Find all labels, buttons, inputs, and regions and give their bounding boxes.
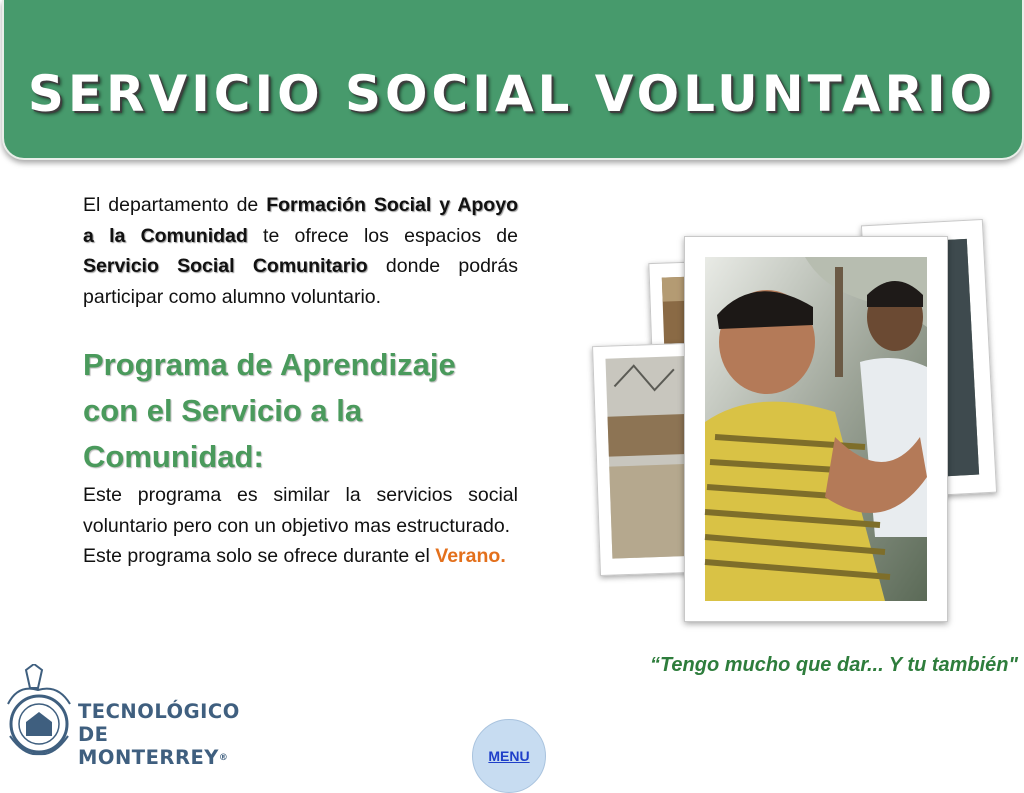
tec-seal-icon bbox=[4, 664, 78, 760]
quote-text: “Tengo mucho que dar... Y tu también" bbox=[649, 654, 1018, 676]
registered-mark: ® bbox=[218, 753, 229, 763]
text-column bbox=[83, 190, 518, 572]
menu-link[interactable]: MENU bbox=[488, 748, 530, 764]
program-heading: Programa de Aprendizaje con el Servicio a la Comunidad: bbox=[83, 347, 456, 474]
tec-logo bbox=[4, 664, 254, 769]
program-paragraph-2 bbox=[83, 541, 518, 572]
intro-text-1: El departamento de bbox=[83, 194, 267, 216]
intro-text-2: te ofrece los espacios de bbox=[247, 224, 518, 247]
program-paragraph-1: Este programa es similar la servicios social voluntario pero con un objetivo mas estructurado. bbox=[83, 484, 518, 537]
logo-line-2-text: DE MONTERREY bbox=[78, 723, 219, 769]
program-text: Este programa solo se ofrece durante el bbox=[83, 545, 436, 567]
department-name: Formación Social y Apoyo a la Comunidad bbox=[83, 194, 518, 247]
logo-wordmark bbox=[78, 700, 254, 770]
slide-title: SERVICIO SOCIAL VOLUNTARIO bbox=[27, 65, 997, 123]
intro-text-3: donde podrás participar como alumno voluntario. bbox=[83, 255, 519, 308]
intro-paragraph bbox=[83, 190, 518, 312]
photo-front bbox=[684, 236, 948, 622]
service-name: Servicio Social Comunitario bbox=[83, 255, 368, 277]
logo-line-1: TECNOLÓGICO bbox=[78, 700, 240, 723]
menu-button[interactable] bbox=[472, 719, 546, 793]
logo-line-2 bbox=[78, 723, 254, 770]
summer-highlight: Verano. bbox=[435, 545, 506, 567]
